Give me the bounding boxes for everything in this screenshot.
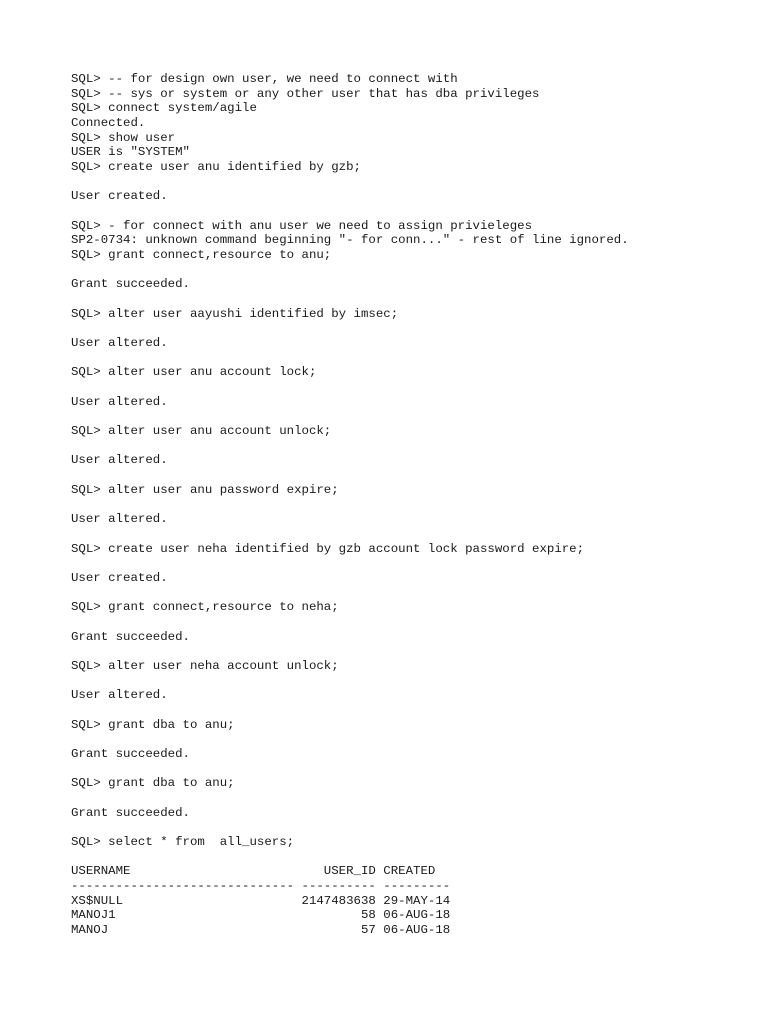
sql-command-line: SQL> grant connect,resource to neha;	[71, 600, 339, 615]
blank-line	[71, 791, 751, 806]
blank-line	[71, 615, 751, 630]
sql-command-line: SQL> alter user anu account lock;	[71, 365, 317, 380]
sql-command-line: SQL> create user anu identified by gzb;	[71, 160, 361, 175]
blank-line	[71, 497, 751, 512]
blank-line	[71, 204, 751, 219]
result-data-row: MANOJ1 58 06-AUG-18	[71, 908, 451, 923]
sql-command-line: SQL> grant connect,resource to anu;	[71, 248, 332, 263]
blank-line	[71, 586, 751, 601]
blank-line	[71, 644, 751, 659]
result-message-line: User altered.	[71, 453, 168, 468]
blank-line	[71, 263, 751, 278]
result-message-line: User altered.	[71, 394, 168, 409]
blank-line	[71, 439, 751, 454]
blank-line	[71, 674, 751, 689]
result-message-line: Grant succeeded.	[71, 746, 190, 761]
result-message-line: Grant succeeded.	[71, 805, 190, 820]
blank-line	[71, 762, 751, 777]
blank-line	[71, 527, 751, 542]
result-message-line: Connected.	[71, 116, 146, 131]
sql-console-output	[71, 72, 751, 938]
sql-command-line: SQL> -- for design own user, we need to connect with	[71, 72, 458, 86]
result-data-row: MANOJ 57 06-AUG-18	[71, 922, 451, 937]
blank-line	[71, 732, 751, 747]
blank-line	[71, 380, 751, 395]
result-message-line: User altered.	[71, 336, 168, 351]
sql-command-line: SQL> - for connect with anu user we need to assign privieleges	[71, 218, 533, 233]
result-message-line: User altered.	[71, 688, 168, 703]
sql-command-line: SQL> create user neha identified by gzb account lock password expire;	[71, 541, 585, 556]
sql-command-line: SQL> alter user anu account unlock;	[71, 424, 332, 439]
result-separator-row: ------------------------------ ---------- ---------	[71, 878, 451, 893]
result-message-line: Grant succeeded.	[71, 277, 190, 292]
blank-line	[71, 292, 751, 307]
result-message-line: User created.	[71, 189, 168, 204]
sql-command-line: SQL> select * from all_users;	[71, 834, 295, 849]
blank-line	[71, 351, 751, 366]
result-data-row: XS$NULL 2147483638 29-MAY-14	[71, 893, 451, 908]
result-message-line: Grant succeeded.	[71, 629, 190, 644]
sql-command-line: SQL> show user	[71, 130, 176, 145]
blank-line	[71, 468, 751, 483]
sql-command-line: SQL> alter user neha account unlock;	[71, 658, 339, 673]
blank-line	[71, 703, 751, 718]
blank-line	[71, 556, 751, 571]
result-message-line: User created.	[71, 570, 168, 585]
error-message-line: SP2-0734: unknown command beginning "- for conn..." - rest of line ignored.	[71, 233, 629, 248]
sql-command-line: SQL> connect system/agile	[71, 101, 257, 116]
sql-command-line: SQL> -- sys or system or any other user that has dba privileges	[71, 86, 540, 101]
result-header-row: USERNAME USER_ID CREATED	[71, 864, 436, 879]
sql-command-line: SQL> grant dba to anu;	[71, 717, 235, 732]
blank-line	[71, 175, 751, 190]
sql-command-line: SQL> alter user aayushi identified by imsec;	[71, 306, 399, 321]
sql-command-line: SQL> grant dba to anu;	[71, 776, 235, 791]
blank-line	[71, 820, 751, 835]
result-message-line: USER is "SYSTEM"	[71, 145, 190, 160]
sql-command-line: SQL> alter user anu password expire;	[71, 482, 339, 497]
blank-line	[71, 850, 751, 865]
blank-line	[71, 409, 751, 424]
result-message-line: User altered.	[71, 512, 168, 527]
blank-line	[71, 321, 751, 336]
